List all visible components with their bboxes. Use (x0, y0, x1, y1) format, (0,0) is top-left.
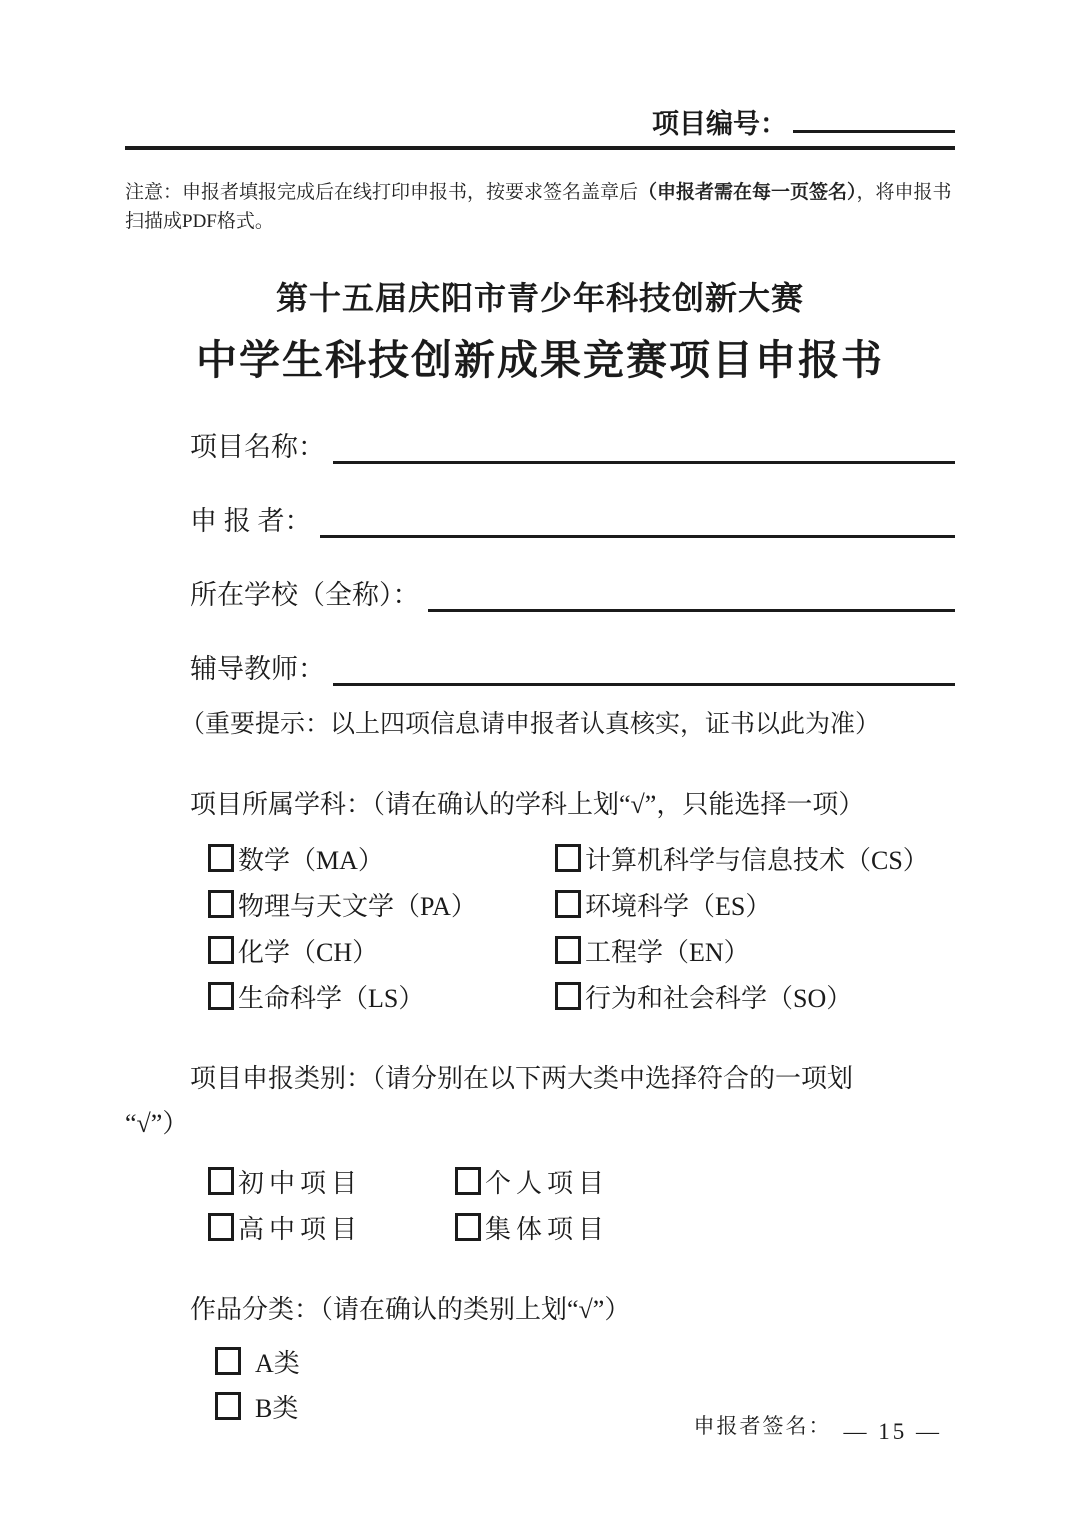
work-class-checkbox-b[interactable] (215, 1392, 241, 1420)
category-label-senior-high: 高中项目 (238, 1214, 363, 1244)
category-checkbox-junior-high[interactable] (208, 1167, 234, 1195)
category-checkbox-senior-high[interactable] (208, 1213, 234, 1241)
project-number-blank[interactable] (793, 100, 955, 133)
page-number: — 15 — (843, 1419, 942, 1444)
subject-checkbox-physics-astronomy[interactable] (208, 890, 234, 918)
subject-label-chemistry: 化学（CH） (238, 937, 379, 967)
subject-label-math: 数学（MA） (238, 845, 384, 875)
work-class-heading: 作品分类：（请在确认的类别上划“√”） (190, 1294, 631, 1324)
project-number-row (125, 100, 955, 138)
signature-label: 申报者签名： (693, 1414, 832, 1438)
subject-checkbox-chemistry[interactable] (208, 936, 234, 964)
work-class-label-b: B类 (255, 1393, 299, 1423)
category-checkbox-individual[interactable] (455, 1167, 481, 1195)
applicant-blank[interactable] (320, 501, 956, 538)
subject-label-engineering: 工程学（EN） (585, 937, 750, 967)
advisor-blank[interactable] (333, 649, 955, 686)
header-divider (125, 146, 955, 150)
subject-option-computer-science (555, 841, 955, 876)
subject-option-behavioral-social-science (555, 979, 955, 1014)
subject-option-chemistry (208, 933, 555, 968)
category-option-junior-high (208, 1164, 455, 1199)
fill-in-fields (125, 424, 955, 740)
categories-heading-line1: 项目申报类别：（请分别在以下两大类中选择符合的一项划 (190, 1063, 854, 1093)
category-label-group: 集体项目 (485, 1214, 610, 1244)
subject-checkbox-math[interactable] (208, 844, 234, 872)
advisor-label: 辅导教师： (190, 653, 325, 684)
subject-option-math (208, 841, 555, 876)
subject-checkbox-computer-science[interactable] (555, 844, 581, 872)
category-option-individual (455, 1164, 955, 1199)
subject-checkbox-engineering[interactable] (555, 936, 581, 964)
category-option-group (455, 1210, 955, 1245)
competition-title: 第十五届庆阳市青少年科技创新大赛 (275, 279, 804, 316)
category-checkbox-group[interactable] (455, 1213, 481, 1241)
category-label-individual: 个人项目 (485, 1168, 610, 1198)
notice-bold-text: （申报者需在每一页签名） (638, 182, 857, 203)
subject-label-life-science: 生命科学（LS） (238, 983, 425, 1013)
subjects-heading: 项目所属学科：（请在确认的学科上划“√”，只能选择一项） (190, 789, 865, 819)
subject-checkbox-behavioral-social-science[interactable] (555, 982, 581, 1010)
notice-suffix: ，将申报书扫描成PDF格式。 (125, 182, 952, 233)
field-applicant (190, 498, 955, 538)
applicant-label: 申 报 者： (190, 505, 312, 536)
subject-label-environmental-science: 环境科学（ES） (585, 891, 772, 921)
field-project-name (190, 424, 955, 464)
form-title: 中学生科技创新成果竞赛项目申报书 (196, 336, 884, 383)
subject-label-computer-science: 计算机科学与信息技术（CS） (585, 845, 929, 875)
subject-option-physics-astronomy (208, 887, 555, 922)
notice-prefix: 注意：申报者填报完成后在线打印申报书，按要求签名盖章后 (125, 182, 639, 203)
project-number-label: 项目编号： (652, 109, 787, 139)
subject-checkbox-life-science[interactable] (208, 982, 234, 1010)
work-class-checkbox-a[interactable] (215, 1347, 241, 1375)
important-hint: （重要提示：以上四项信息请申报者认真核实，证书以此为准） (180, 710, 881, 738)
subjects-options (208, 841, 955, 1014)
school-label: 所在学校（全称）： (190, 579, 420, 610)
subject-label-behavioral-social-science: 行为和社会科学（SO） (585, 983, 853, 1013)
field-school (190, 572, 955, 612)
category-option-senior-high (208, 1210, 455, 1245)
subject-checkbox-environmental-science[interactable] (555, 890, 581, 918)
notice-paragraph (125, 178, 955, 237)
subject-option-life-science (208, 979, 555, 1014)
category-label-junior-high: 初中项目 (238, 1168, 363, 1198)
school-blank[interactable] (428, 575, 956, 612)
subject-option-environmental-science (555, 887, 955, 922)
work-class-option-a (215, 1344, 955, 1379)
project-name-label: 项目名称： (190, 431, 325, 462)
project-name-blank[interactable] (333, 427, 955, 464)
field-advisor (190, 646, 955, 686)
categories-heading-line2: “√”） (125, 1108, 189, 1138)
subject-option-engineering (555, 933, 955, 968)
page-footer (694, 1410, 943, 1445)
work-class-label-a: A类 (255, 1348, 300, 1378)
categories-options (208, 1164, 955, 1245)
subject-label-physics-astronomy: 物理与天文学（PA） (238, 891, 477, 921)
